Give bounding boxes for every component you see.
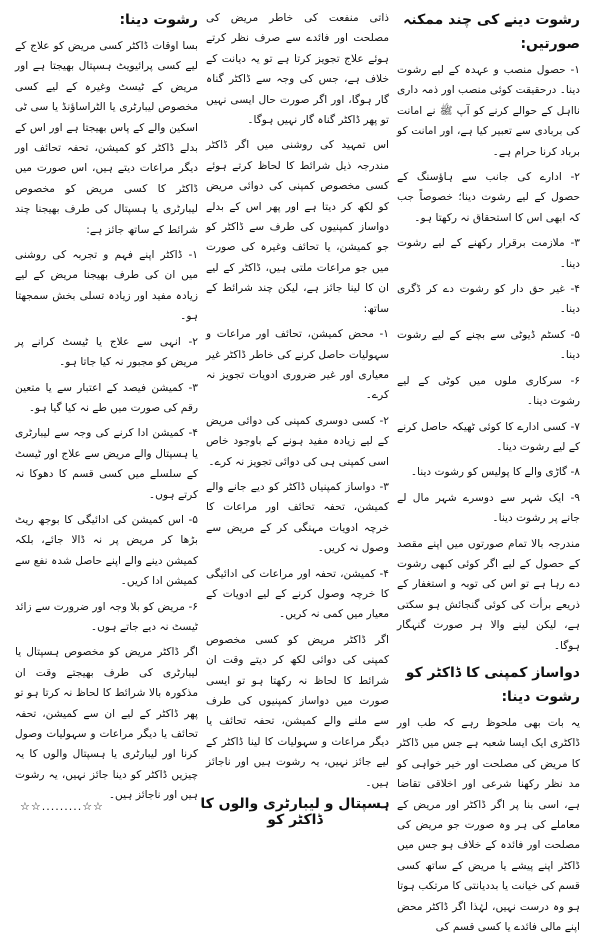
paragraph: ۲- کسی دوسری کمپنی کی دوائی مریض کے لیے زیادہ مفید ہونے کے باوجود خاص اسی کمپنی ہی کی دوائی تجویز نہ کرے۔ xyxy=(206,414,389,468)
paragraph: اگر ڈاکٹر مریض کو کسی مخصوص کمپنی کی دوائی لکھ کر دیتے وقت ان شرائط کا لحاظ نہ رکھتا ہو تو ایسی صورت میں دواساز کمپنیوں کی طرف سے ملنے والے کمیشن، تحفہ تحائف یا دیگر مراعات و سہولیات کا لینا ڈاکٹر کے لیے جائز نہیں، یہ رشوت ہیں اور ناجائز ہیں۔ xyxy=(206,633,389,789)
paragraph: ۷- کسی ادارے کا کوئی ٹھیکہ حاصل کرنے کے لیے رشوت دینا۔ xyxy=(397,420,580,453)
paragraph: مندرجہ بالا تمام صورتوں میں اپنے مقصد کے حصول کے لیے اگر کوئی کبھی رشوت دے رہا ہے تو اس کی توبہ و استغفار کے ذریعے برأت کی کوئی گنجائش ہو سکتی ہے، لیکن لینے والا ہر صورت گنہگار ہوگا۔ xyxy=(397,537,580,652)
paragraph: ۵- کسٹم ڈیوٹی سے بچنے کے لیے رشوت دینا۔ xyxy=(397,328,580,362)
paragraph: ۹- ایک شہر سے دوسرے شہر مال لے جانے پر رشوت دینا۔ xyxy=(397,491,580,525)
column-left xyxy=(15,8,198,823)
stars-divider: ☆☆.........☆☆ xyxy=(20,800,104,813)
paragraph: ۱- حصول منصب و عہدہ کے لیے رشوت دینا۔ درحقیقت کوئی منصب اور ذمہ داری نااہل کے حوالے کرنے کو آپ ﷺ نے امانت کی بربادی سے تعبیر کیا ہے، اور امانت کو برباد کرنا حرام ہے۔ xyxy=(397,64,580,158)
paragraph: ۳- کمیشن فیصد کے اعتبار سے یا متعین رقم کی صورت میں طے نہ کیا گیا ہو۔ xyxy=(15,381,198,414)
paragraph: ۴- کمیشن ادا کرنے کی وجہ سے لیبارٹری یا ہسپتال والے مریض سے علاج اور ٹیسٹ کے سلسلے میں کسی قسم کا دھوکا نہ کرتے ہوں۔ xyxy=(15,427,198,501)
column-middle xyxy=(206,8,389,823)
paragraph: ۴- کمیشن، تحفہ اور مراعات کی ادائیگی کا خرچہ وصول کرنے کے لیے ادویات کے معیار میں کمی نہ کریں۔ xyxy=(206,567,389,621)
paragraph: ۲- ادارے کی جانب سے ہاؤسنگ کے حصول کے لیے رشوت دینا؛ خصوصاً جب کہ ابھی اس کا استحقاق نہ رکھتا ہو۔ xyxy=(397,171,580,224)
paragraph: ۳- ملازمت برقرار رکھنے کے لیے رشوت دینا۔ xyxy=(397,237,580,270)
paragraph: ۱- ڈاکٹر اپنے فہم و تجربہ کی روشنی میں ان کی طرف بھیجنا مریض کے لیے زیادہ مفید اور زیادہ تسلی بخش سمجھتا ہو۔ xyxy=(15,249,198,323)
paragraph: ۲- انہی سے علاج یا ٹیسٹ کرانے پر مریض کو مجبور نہ کیا جاتا ہو۔ xyxy=(15,335,198,369)
paragraph: بسا اوقات ڈاکٹر کسی مریض کو علاج کے لیے کسی پرائیویٹ ہسپتال بھیجتا ہے اور مریض کے ٹیسٹ وغیرہ کے لیے کسی مخصوص لیبارٹری یا الٹراساؤنڈ یا سی ٹی اسکین والے کے پاس بھیجتا ہے اور اس کے بدلے ڈاکٹر کو کمیشن، تحفہ تحائف اور دیگر مراعات دیتے ہیں، اس صورت میں ڈاکٹر کا کسی مریض کو مخصوص لیبارٹری یا ہسپتال کی طرف بھیجنا چند شرائط کے ساتھ جائز ہے: xyxy=(15,40,198,236)
paragraph: ۱- محض کمیشن، تحائف اور مراعات و سہولیات حاصل کرنے کی خاطر ڈاکٹر غیر معیاری اور غیر ضروری ادویات تجویز نہ کرے۔ xyxy=(206,328,389,402)
paragraph: اس تمہید کی روشنی میں اگر ڈاکٹر مندرجہ ذیل شرائط کا لحاظ کرتے ہوئے کسی مخصوص کمپنی کی دوائی مریض کو لکھ کر دیتا ہے اور پھر اس کے بدلے دواساز کمپنیوں کی طرف سے ڈاکٹر کو جو کمیشن، یا تحائف وغیرہ کی صورت میں جو مراعات ملتی ہیں، ڈاکٹر کے لیے ان کا لینا جائز ہے، لیکن چند شرائط کے ساتھ: xyxy=(206,139,389,315)
paragraph: ۶- سرکاری ملوں میں کوٹی کے لیے رشوت دینا۔ xyxy=(397,374,580,408)
column-right xyxy=(397,8,580,934)
section-subheading: دواساز کمپنی کا ڈاکٹر کو رشوت دینا: xyxy=(405,664,580,705)
paragraph: ۸- گاڑی والے کا پولیس کو رشوت دینا۔ xyxy=(410,466,580,479)
paragraph: ۳- دواساز کمپنیاں ڈاکٹر کو دیے جانے والے کمیشن، تحفہ تحائف اور مراعات کا خرچہ ادویات مہنگی کر کے مریض سے وصول نہ کریں۔ xyxy=(206,480,389,555)
paragraph: ۴- غیر حق دار کو رشوت دے کر ڈگری دینا۔ xyxy=(397,283,580,316)
paragraph: ۶- مریض کو بلا وجہ اور ضرورت سے زائد ٹیسٹ نہ دیے جاتے ہوں۔ xyxy=(15,600,198,633)
paragraph: ۵- اس کمیشن کی ادائیگی کا بوجھ ریٹ بڑھا کر مریض پر نہ ڈالا جائے، بلکہ کمیشن دینے والے اپنے حاصل شدہ نفع سے کمیشن ادا کریں۔ xyxy=(15,513,198,588)
paragraph: ذاتی منفعت کی خاطر مریض کی مصلحت اور فائدے سے صرف نظر کرتے ہوئے علاج تجویز کرتا ہے تو یہ دیانت کے خلاف ہے، جس کی وجہ سے ڈاکٹر گناہ گار ہوگا، اور اگر صورت حال ایسی نہیں تو پھر ڈاکٹر گناہ گار نہیں ہوگا۔ xyxy=(206,12,389,127)
next-section-heading: ہسپتال و لیبارٹری والوں کا ڈاکٹر کو xyxy=(200,796,390,828)
paragraph: یہ بات بھی ملحوظ رہے کہ طب اور ڈاکٹری ایک ایسا شعبہ ہے جس میں ڈاکٹر کا مریض کی مصلحت اور خیر خواہی کو مد نظر رکھنا شرعی اور اخلاقی تقاضا ہے، اسی بنا پر اگر ڈاکٹر اور مریض کے معاملے کی ہر وہ صورت جو مریض کی مصلحت اور فائدہ کے خلاف ہو جس میں ڈاکٹر اپنے پیشے یا مریض کے ساتھ کسی قسم کی خیانت یا بددیانتی کا مرتکب ہوتا ہو وہ درست نہیں، لہٰذا اگر ڈاکٹر محض اپنے مالی فائدے یا کسی قسم کی xyxy=(397,716,580,934)
column-heading: رشوت دینے کی چند ممکنہ صورتیں: xyxy=(403,12,580,52)
paragraph: اگر ڈاکٹر مریض کو مخصوص ہسپتال یا لیبارٹری کی طرف بھیجتے وقت ان مذکورہ بالا شرائط کا لحاظ نہ کرتا ہو تو پھر ڈاکٹر کے لیے ان سے کمیشن، تحفہ تحائف یا دیگر مراعات و سہولیات وصول کرنا اور لیبارٹری یا ہسپتال والوں کا یہ چیزیں ڈاکٹر کو دینا جائز نہیں، یہ رشوت ہیں اور ناجائز ہیں۔ xyxy=(15,646,198,802)
column-heading: رشوت دینا: xyxy=(119,12,198,28)
